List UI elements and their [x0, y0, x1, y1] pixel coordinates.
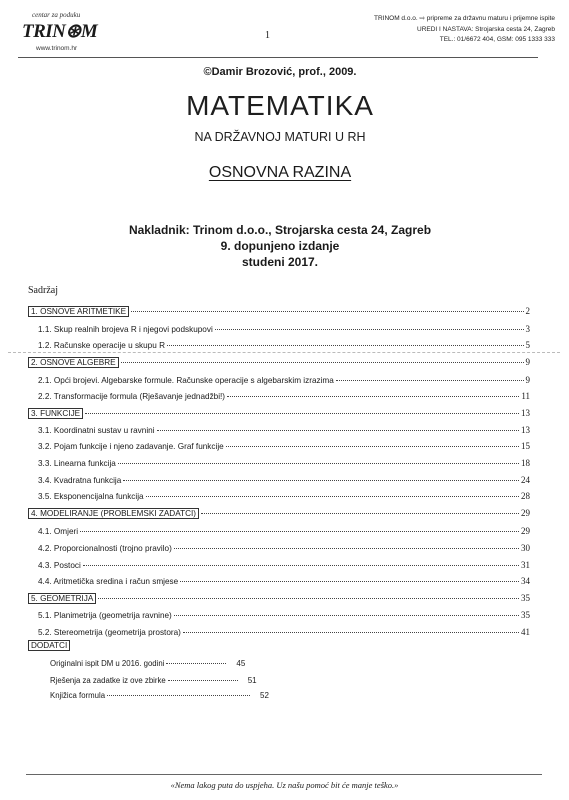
toc-leader	[201, 513, 519, 514]
appendix-leader	[107, 695, 250, 696]
appendix-page: 45	[236, 659, 246, 668]
appendix-leader	[166, 663, 226, 664]
appendix-label: Knjižica formula	[50, 691, 106, 700]
toc-leader	[118, 463, 519, 464]
toc-page: 28	[521, 491, 530, 501]
toc-section	[28, 408, 530, 421]
toc-entry	[38, 391, 530, 404]
toc-label: 5.1. Planimetrija (geometrija ravnine)	[38, 611, 172, 620]
page-subtitle: NA DRŽAVNOJ MATURI U RH	[194, 130, 366, 144]
header-line: TEL.: 01/6672 404, GSM: 095 1333 333	[439, 36, 555, 43]
toc-section	[28, 357, 530, 370]
toc-label: 1.1. Skup realnih brojeva R i njegovi podskupovi	[38, 325, 213, 334]
toc-leader	[85, 413, 519, 414]
toc-page: 3	[525, 324, 530, 334]
toc-leader	[227, 396, 519, 397]
toc-label: 5.2. Stereometrija (geometrija prostora)	[38, 628, 181, 637]
toc-entry	[38, 491, 530, 504]
toc-leader	[157, 430, 519, 431]
toc-entry	[38, 475, 530, 488]
toc-page: 29	[521, 508, 530, 518]
toc-leader	[123, 480, 519, 481]
toc-leader	[98, 598, 519, 599]
toc-entry	[38, 458, 530, 471]
toc-entry	[38, 441, 530, 454]
toc-section	[28, 593, 530, 606]
toc-page: 35	[521, 610, 530, 620]
appendix-label: Rješenja za zadatke iz ove zbirke	[50, 676, 166, 685]
toc-leader	[174, 615, 519, 616]
toc-page: 11	[521, 391, 530, 401]
toc-entry	[38, 610, 530, 623]
toc-label: 3.5. Eksponencijalna funkcija	[38, 492, 144, 501]
publisher-line: studeni 2017.	[241, 255, 319, 269]
logo-tagline: centar za poduku	[32, 11, 81, 19]
toc-leader	[336, 380, 524, 381]
toc-entry	[38, 627, 530, 640]
logo-text: TRIN⊛M	[22, 21, 98, 42]
toc-entry	[38, 560, 530, 573]
toc-leader	[131, 311, 523, 312]
toc-label: 4.1. Omjeri	[38, 527, 79, 536]
toc-leader	[180, 581, 519, 582]
toc-entry	[38, 324, 530, 337]
toc-leader	[215, 329, 524, 330]
toc-label: 4.2. Proporcionalnosti (trojno pravilo)	[38, 544, 172, 553]
publisher-info	[0, 222, 560, 270]
logo-url: www.trinom.hr	[36, 45, 78, 52]
toc-page: 18	[521, 458, 530, 468]
toc-page: 13	[521, 425, 530, 435]
scan-artifact	[8, 352, 560, 354]
toc-page: 41	[521, 627, 530, 637]
toc-page: 34	[521, 576, 530, 586]
page-number: 1	[265, 30, 270, 41]
footer-divider	[26, 774, 542, 775]
header-divider	[18, 57, 538, 58]
toc-leader	[80, 531, 519, 532]
toc-leader	[167, 345, 524, 346]
publisher-line: 9. dopunjeno izdanje	[220, 239, 340, 253]
toc-label: 3.2. Pojam funkcije i njeno zadavanje. Graf funkcije	[38, 442, 224, 451]
toc-page: 9	[525, 357, 530, 367]
appendix-page: 52	[260, 691, 269, 700]
toc-leader	[174, 548, 519, 549]
toc-entry	[38, 375, 530, 388]
toc-label: 1.2. Računske operacije u skupu R	[38, 341, 165, 350]
toc-section	[28, 306, 530, 319]
toc-page: 31	[521, 560, 530, 570]
toc-leader	[146, 496, 519, 497]
footer-quote: «Nema lakog puta do uspjeha. Uz našu pomoć bit će manje teško.»	[170, 780, 399, 790]
toc-entry	[38, 526, 530, 539]
toc-page: 5	[525, 340, 530, 350]
toc-label: 2.2. Transformacije formula (Rješavanje jednadžbi!)	[38, 392, 226, 401]
appendix-entry	[50, 691, 269, 700]
toc-entry	[38, 425, 530, 438]
copyright: ©Damir Brozović, prof., 2009.	[203, 66, 357, 78]
appendix-entry	[50, 659, 245, 668]
toc-label: 2. OSNOVE ALGEBRE	[28, 357, 119, 368]
appendix-page: 51	[247, 676, 257, 685]
toc-page: 13	[521, 408, 530, 418]
toc-label: 4.3. Postoci	[38, 561, 81, 570]
toc-label: 3.1. Koordinatni sustav u ravnini	[38, 426, 155, 435]
page-title: MATEMATIKA	[186, 90, 374, 121]
appendix-heading: DODATCI	[28, 640, 70, 651]
toc-page: 29	[521, 526, 530, 536]
toc-entry	[38, 543, 530, 556]
toc-label: 1. OSNOVE ARITMETIKE	[28, 306, 129, 317]
header-line: UREDI I NASTAVA: Strojarska cesta 24, Zagreb	[417, 25, 555, 33]
toc-page: 2	[525, 306, 530, 316]
toc-section	[28, 508, 530, 521]
toc-leader	[121, 362, 524, 363]
toc-label: 3.3. Linearna funkcija	[38, 459, 116, 468]
header-line: TRINOM d.o.o. ⇨ pripreme za državnu maturu i prijemne ispite	[373, 15, 555, 22]
toc-label: 3.4. Kvadratna funkcija	[38, 476, 122, 485]
toc-page: 9	[525, 375, 530, 385]
toc-label: 4.4. Aritmetička sredina i račun smjese	[38, 577, 179, 586]
appendix-label: Originalni ispit DM u 2016. godini	[50, 659, 165, 668]
toc-page: 35	[521, 593, 530, 603]
toc-label: 4. MODELIRANJE (PROBLEMSKI ZADATCI)	[28, 508, 199, 519]
toc-label: 2.1. Opći brojevi. Algebarske formule. Računske operacije s algebarskim izrazima	[38, 376, 334, 385]
toc-page: 24	[521, 475, 530, 485]
toc-label: 5. GEOMETRIJA	[28, 593, 96, 604]
toc-page: 30	[521, 543, 530, 553]
toc-label: 3. FUNKCIJE	[28, 408, 83, 419]
level-heading: OSNOVNA RAZINA	[208, 164, 352, 181]
toc-page: 15	[521, 441, 530, 451]
toc-leader	[83, 565, 519, 566]
toc-leader	[226, 446, 519, 447]
appendix-entry	[50, 676, 257, 685]
publisher-line: Nakladnik: Trinom d.o.o., Strojarska cesta 24, Zagreb	[128, 223, 432, 237]
toc-entry	[38, 576, 530, 589]
contents-heading: Sadržaj	[28, 285, 58, 296]
toc-leader	[183, 632, 519, 633]
header-contact	[374, 14, 555, 46]
appendix-leader	[168, 680, 238, 681]
